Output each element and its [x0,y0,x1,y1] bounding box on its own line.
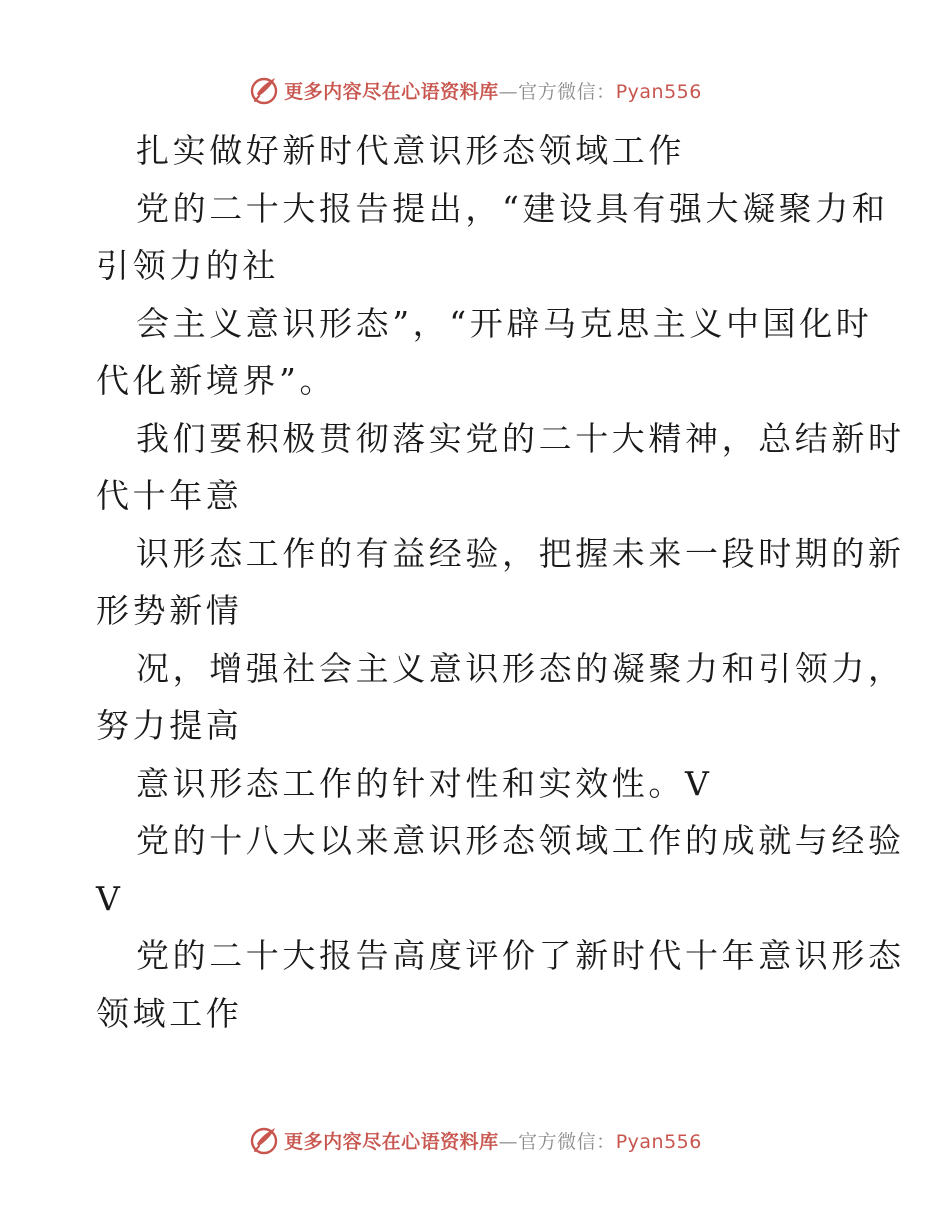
text-line: 党的十八大以来意识形态领域工作的成就与经验 [136,821,905,860]
text-line: 我们要积极贯彻落实党的二十大精神，总结新时 [136,418,905,458]
text-line: 况，增强社会主义意识形态的凝聚力和引领力， [136,648,905,688]
banner-main-text: 更多内容尽在心语资料库 [284,80,499,103]
header-banner [0,70,950,110]
banner-wechat-label: 官方微信： [518,1130,616,1153]
text-line: 党的二十大报告提出，“建设具有强大凝聚力和 [136,188,889,228]
quill-seal-icon [248,74,280,106]
banner-text [284,1127,702,1154]
text-line: 代十年意 [96,476,243,515]
text-line: 形势新情 [96,591,243,630]
quill-seal-icon [248,1124,280,1156]
banner-separator: — [498,1130,519,1153]
text-line: 党的二十大报告高度评价了新时代十年意识形态 [136,936,905,975]
text-line: 会主义意识形态”，“开辟马克思主义中国化时 [136,303,873,343]
text-line: 代化新境界”。 [96,361,337,400]
text-line: 领域工作 [96,993,243,1033]
text-line: V [96,878,124,918]
banner-separator: — [498,80,519,103]
text-line: 努力提高 [96,706,243,745]
footer-banner [0,1120,950,1160]
banner-wechat-label: 官方微信： [518,80,616,103]
text-line: 引领力的社 [96,246,279,285]
banner-wechat-id: Pyan556 [615,80,702,103]
text-line: 扎实做好新时代意识形态领域工作 [136,131,685,170]
document-body [96,122,905,1042]
text-line: 识形态工作的有益经验，把握未来一段时期的新 [136,533,905,573]
text-line: 意识形态工作的针对性和实效性。V [136,763,713,803]
banner-main-text: 更多内容尽在心语资料库 [284,1130,499,1153]
banner-text [284,77,702,104]
banner-wechat-id: Pyan556 [615,1130,702,1153]
